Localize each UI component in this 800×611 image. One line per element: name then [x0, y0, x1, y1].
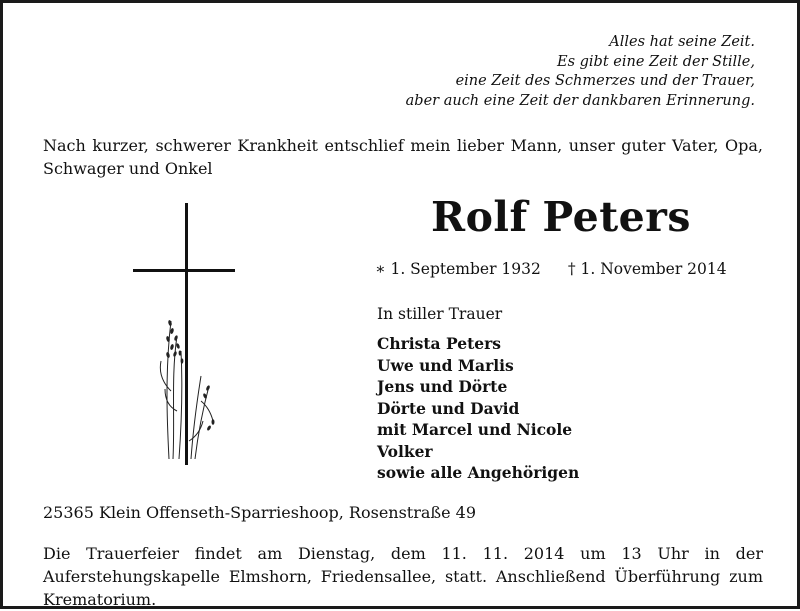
cross-with-grass-icon	[131, 201, 241, 467]
funeral-notice: Die Trauerfeier findet am Dienstag, dem 11. 11. 2014 um 13 Uhr in der Auferstehungskapelle Elmshorn, Friedensallee, statt. Anschließend Überführung zum Krematorium.	[43, 544, 763, 609]
motto-line: Alles hat seine Zeit.	[609, 34, 755, 50]
mourner-name: Uwe und Marlis	[377, 355, 514, 375]
mourner-name: Christa Peters	[377, 334, 501, 353]
intro-text: Nach kurzer, schwerer Krankheit entschlief mein lieber Mann, unser guter Vater, Opa, Schwager und Onkel	[43, 136, 763, 178]
mourning-heading: In stiller Trauer	[377, 305, 503, 323]
motto-line: eine Zeit des Schmerzes und der Trauer,	[455, 73, 755, 89]
life-dates	[375, 260, 727, 278]
mourner-name: mit Marcel und Nicole	[377, 420, 573, 439]
address-line: 25365 Klein Offenseth-Sparrieshoop, Rosenstraße 49	[43, 503, 477, 522]
motto-line: aber auch eine Zeit der dankbaren Erinnerung.	[405, 92, 755, 109]
death-date: † 1. November 2014	[567, 260, 727, 278]
mourners-list	[377, 333, 579, 484]
motto-line: Es gibt eine Zeit der Stille,	[556, 53, 755, 70]
mourner-name: Jens und Dörte	[377, 377, 508, 396]
birth-date: ∗ 1. September 1932	[375, 260, 541, 278]
motto-verse	[406, 33, 755, 111]
mourner-name: Volker	[377, 441, 433, 461]
mourner-name: sowie alle Angehörigen	[377, 463, 580, 482]
deceased-name: Rolf Peters	[431, 193, 691, 241]
mourner-name: Dörte und David	[377, 398, 520, 418]
